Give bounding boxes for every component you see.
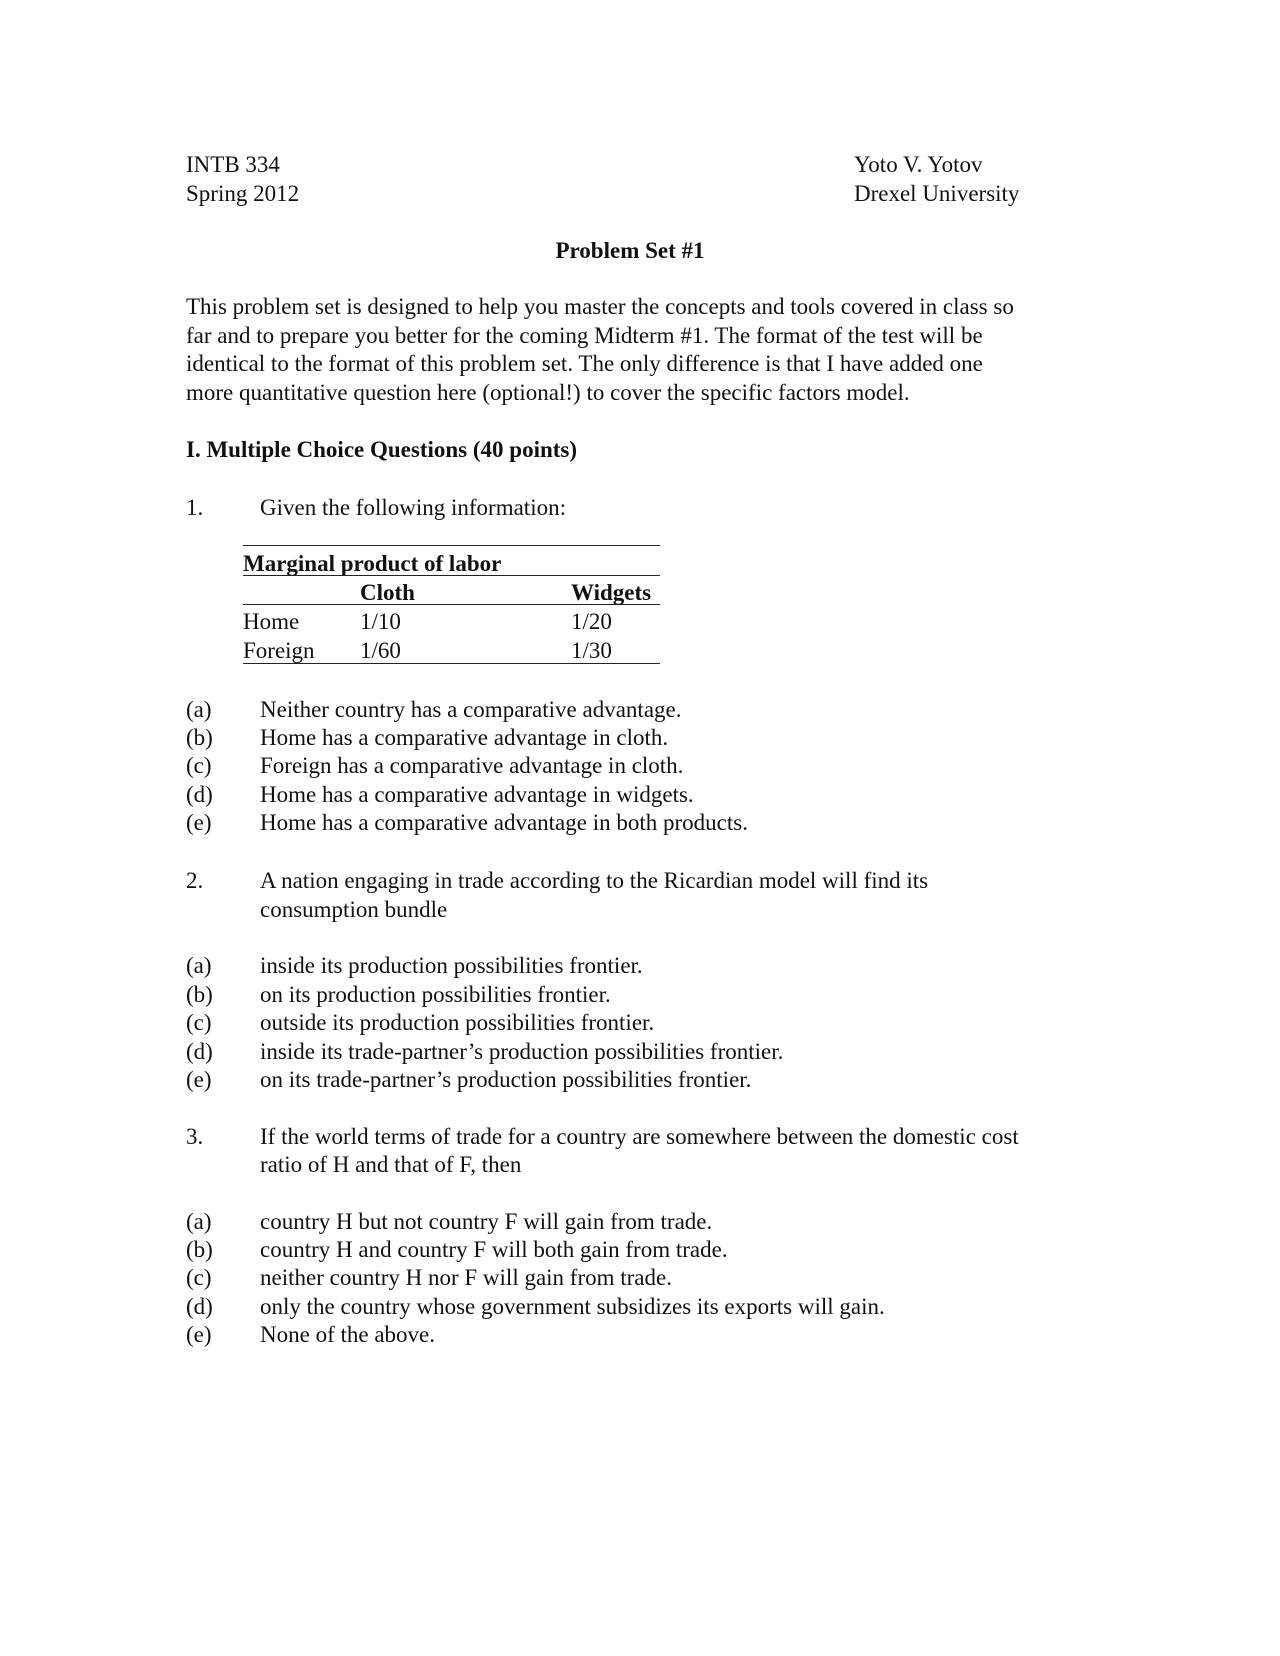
option-label: (c) bbox=[186, 1010, 212, 1035]
option-text: on its trade-partner’s production possibilities frontier. bbox=[260, 1067, 752, 1092]
table-rule bbox=[243, 575, 660, 576]
table-caption: Marginal product of labor bbox=[243, 551, 502, 576]
option-label: (e) bbox=[186, 1067, 212, 1092]
table-rule bbox=[243, 663, 660, 664]
option-label: (c) bbox=[186, 753, 212, 778]
intro-line: more quantitative question here (optional!) to cover the specific factors model. bbox=[186, 380, 910, 405]
option-label: (a) bbox=[186, 953, 212, 978]
option-text: only the country whose government subsidizes its exports will gain. bbox=[260, 1294, 885, 1319]
question-number: 1. bbox=[186, 495, 204, 520]
option-label: (c) bbox=[186, 1265, 212, 1290]
intro-line: This problem set is designed to help you master the concepts and tools covered in class so bbox=[186, 294, 1014, 319]
question-text: A nation engaging in trade according to the Ricardian model will find its bbox=[260, 868, 929, 893]
option-label: (b) bbox=[186, 1237, 213, 1262]
author-name: Yoto V. Yotov bbox=[854, 152, 983, 177]
table-cell: 1/60 bbox=[360, 638, 401, 663]
option-label: (d) bbox=[186, 1294, 213, 1319]
option-label: (d) bbox=[186, 1039, 213, 1064]
intro-line: far and to prepare you better for the coming Midterm #1. The format of the test will be bbox=[186, 323, 983, 348]
option-label: (b) bbox=[186, 982, 213, 1007]
option-text: outside its production possibilities frontier. bbox=[260, 1010, 655, 1035]
table-row-label: Foreign bbox=[243, 638, 315, 663]
option-label: (a) bbox=[186, 1209, 212, 1234]
table-rule bbox=[243, 604, 660, 605]
option-text: Foreign has a comparative advantage in cloth. bbox=[260, 753, 684, 778]
option-label: (e) bbox=[186, 1322, 212, 1347]
option-label: (a) bbox=[186, 697, 212, 722]
option-text: Neither country has a comparative advantage. bbox=[260, 697, 682, 722]
table-rule bbox=[243, 545, 660, 546]
option-text: None of the above. bbox=[260, 1322, 435, 1347]
question-text: consumption bundle bbox=[260, 897, 448, 922]
question-text: ratio of H and that of F, then bbox=[260, 1152, 522, 1177]
option-label: (e) bbox=[186, 810, 212, 835]
table-row-label: Home bbox=[243, 609, 300, 634]
option-text: Home has a comparative advantage in widgets. bbox=[260, 782, 694, 807]
table-header-cloth: Cloth bbox=[360, 580, 415, 605]
page-title: Problem Set #1 bbox=[555, 238, 705, 263]
option-text: inside its production possibilities frontier. bbox=[260, 953, 643, 978]
question-text: If the world terms of trade for a country are somewhere between the domestic cost bbox=[260, 1124, 1019, 1149]
option-label: (d) bbox=[186, 782, 213, 807]
option-text: neither country H nor F will gain from trade. bbox=[260, 1265, 672, 1290]
intro-line: identical to the format of this problem set. The only difference is that I have added one bbox=[186, 351, 983, 376]
table-cell: 1/30 bbox=[571, 638, 612, 663]
option-label: (b) bbox=[186, 725, 213, 750]
table-cell: 1/20 bbox=[571, 609, 612, 634]
table-header-widgets: Widgets bbox=[571, 580, 652, 605]
question-text: Given the following information: bbox=[260, 495, 566, 520]
institution: Drexel University bbox=[854, 181, 1020, 206]
section-heading: I. Multiple Choice Questions (40 points) bbox=[186, 437, 578, 462]
option-text: inside its trade-partner’s production possibilities frontier. bbox=[260, 1039, 784, 1064]
option-text: Home has a comparative advantage in both products. bbox=[260, 810, 748, 835]
question-number: 3. bbox=[186, 1124, 204, 1149]
table-cell: 1/10 bbox=[360, 609, 401, 634]
option-text: country H and country F will both gain from trade. bbox=[260, 1237, 728, 1262]
option-text: country H but not country F will gain from trade. bbox=[260, 1209, 713, 1234]
question-number: 2. bbox=[186, 868, 204, 893]
course-code: INTB 334 bbox=[186, 152, 280, 177]
term: Spring 2012 bbox=[186, 181, 300, 206]
option-text: on its production possibilities frontier. bbox=[260, 982, 611, 1007]
option-text: Home has a comparative advantage in cloth. bbox=[260, 725, 669, 750]
